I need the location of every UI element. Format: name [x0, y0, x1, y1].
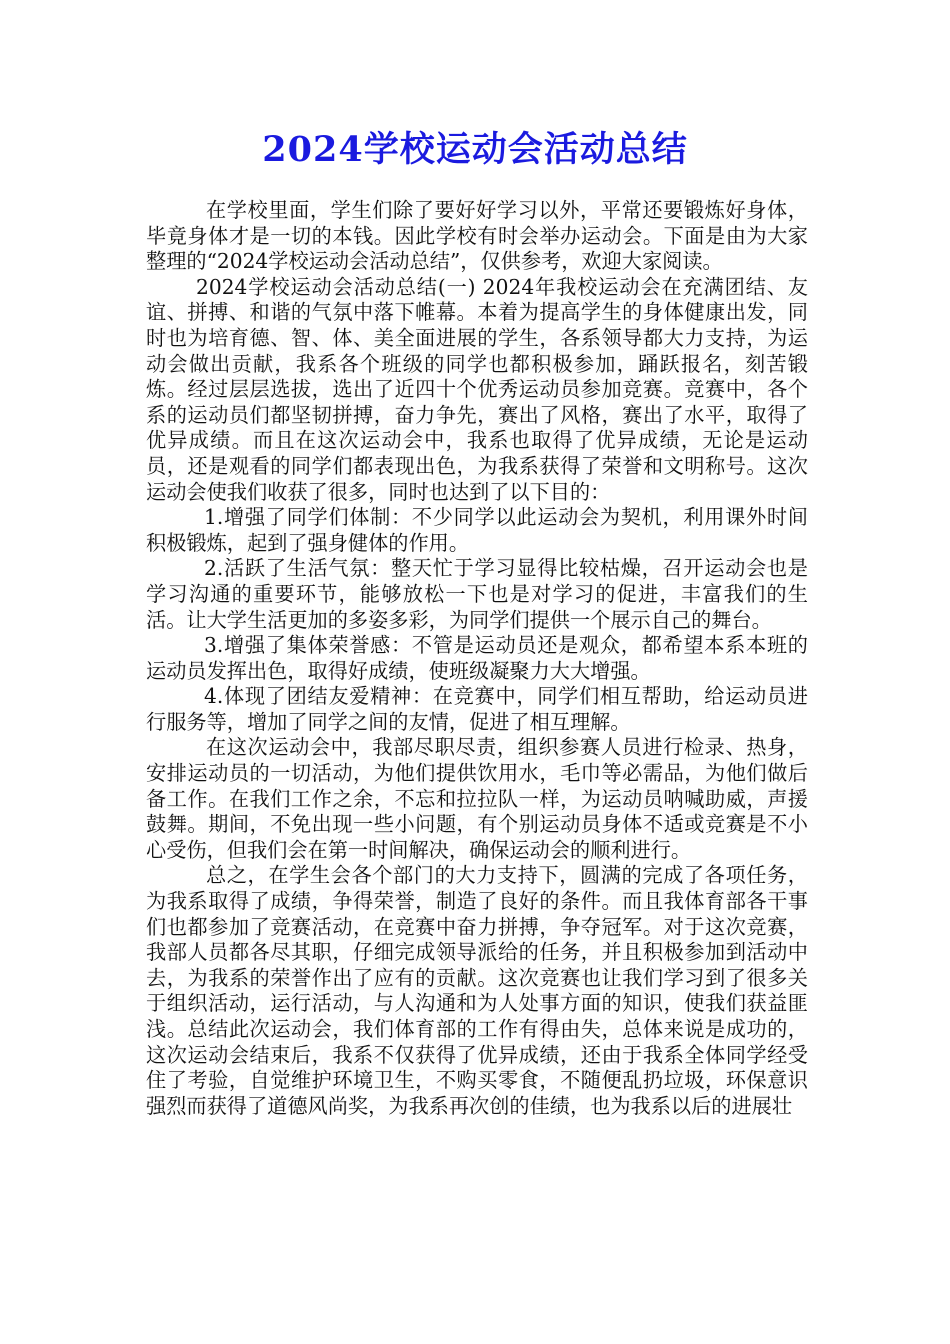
intro-paragraph: 在学校里面，学生们除了要好好学习以外，平常还要锻炼好身体，毕竟身体才是一切的本钱。因此学校有时会举办运动会。下面是由为大家整理的“2024学校运动会活动总结”，仅供参考，欢迎大家阅读。	[146, 198, 808, 274]
document-body	[146, 198, 808, 1119]
summary-one-paragraph: 2024学校运动会活动总结(一) 2024年我校运动会在充满团结、友谊、拼搏、和谐的气氛中落下帷幕。本着为提高学生的身体健康出发，同时也为培育德、智、体、美全面进展的学生，各系领导都大力支持，为运动会做出贡献，我系各个班级的同学也都积极参加，踊跃报名，刻苦锻炼。经过层层选拔，选出了近四十个优秀运动员参加竞赛。竞赛中，各个系的运动员们都坚韧拼搏，奋力争先，赛出了风格，赛出了水平，取得了优异成绩。而且在这次运动会中，我系也取得了优异成绩，无论是运动员，还是观看的同学们都表现出色，为我系获得了荣誉和文明称号。这次运动会使我们收获了很多，同时也达到了以下目的：	[146, 274, 808, 504]
list-item-4: 4.体现了团结友爱精神：在竞赛中，同学们相互帮助，给运动员进行服务等，增加了同学之间的友情，促进了相互理解。	[146, 684, 808, 734]
list-item-3: 3.增强了集体荣誉感：不管是运动员还是观众，都希望本系本班的运动员发挥出色，取得好成绩，使班级凝聚力大大增强。	[146, 633, 808, 683]
department-work-paragraph: 在这次运动会中，我部尽职尽责，组织参赛人员进行检录、热身，安排运动员的一切活动，为他们提供饮用水，毛巾等必需品，为他们做后备工作。在我们工作之余，不忘和拉拉队一样，为运动员呐喊助威，声援鼓舞。期间，不免出现一些小问题，有个别运动员身体不适或竞赛是不小心受伤，但我们会在第一时间解决，确保运动会的顺利进行。	[146, 735, 808, 862]
conclusion-paragraph: 总之，在学生会各个部门的大力支持下，圆满的完成了各项任务，为我系取得了成绩，争得荣誉，制造了良好的条件。而且我体育部各干事们也都参加了竞赛活动，在竞赛中奋力拼搏，争夺冠军。对于这次竞赛，我部人员都各尽其职，仔细完成领导派给的任务，并且积极参加到活动中去，为我系的荣誉作出了应有的贡献。这次竞赛也让我们学习到了很多关于组织活动，运行活动，与人沟通和为人处事方面的知识，使我们获益匪浅。总结此次运动会，我们体育部的工作有得由失，总体来说是成功的，这次运动会结束后，我系不仅获得了优异成绩，还由于我系全体同学经受住了考验，自觉维护环境卫生，不购买零食，不随便乱扔垃圾，环保意识强烈而获得了道德风尚奖，为我系再次创的佳绩，也为我系以后的进展壮	[146, 863, 808, 1118]
document-title: 2024学校运动会活动总结	[262, 129, 688, 170]
list-item-1: 1.增强了同学们体制：不少同学以此运动会为契机，利用课外时间积极锻炼，起到了强身健体的作用。	[146, 505, 808, 555]
list-item-2: 2.活跃了生活气氛：整天忙于学习显得比较枯燥，召开运动会也是学习沟通的重要环节，能够放松一下也是对学习的促进，丰富我们的生活。让大学生活更加的多姿多彩，为同学们提供一个展示自己的舞台。	[146, 556, 808, 632]
